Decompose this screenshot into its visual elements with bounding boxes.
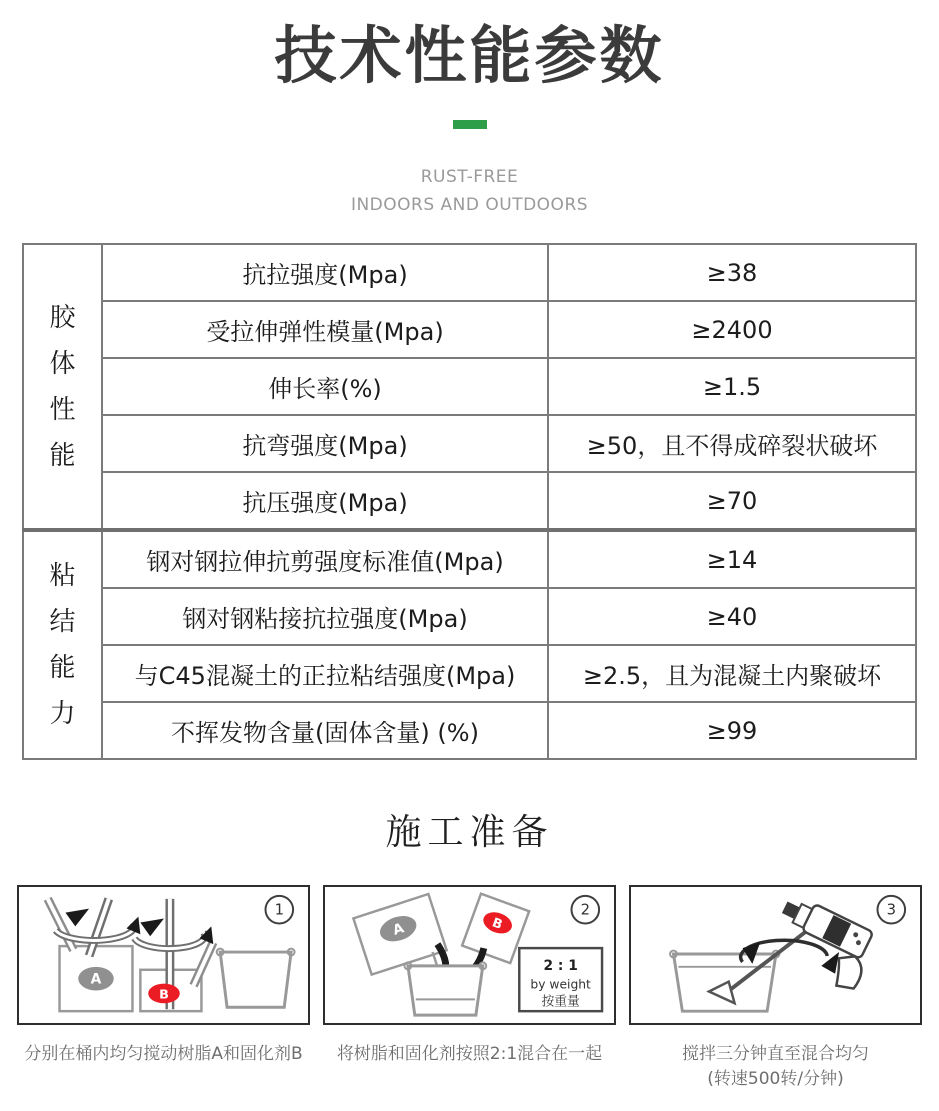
table-row [23,472,916,530]
stir-two-buckets-icon [19,887,308,1023]
table-row [23,645,916,702]
ratio-unit-cn-label: 按重量 [541,994,580,1010]
step-number-badge: 2 [580,901,591,919]
page-title: 技术性能参数 [274,19,665,92]
group-label-colloid: 胶体性能 [23,244,102,530]
step-1 [17,885,310,1092]
property-name: 受拉伸弹性模量(Mpa) [102,301,548,358]
property-name: 不挥发物含量(固体含量) (%) [102,702,548,759]
property-value: ≥99 [548,702,916,759]
property-name: 与C45混凝土的正拉粘结强度(Mpa) [102,645,548,702]
table-row [23,244,916,301]
table-row [23,358,916,415]
step-2 [323,885,616,1092]
property-value: ≥14 [548,530,916,588]
ratio-unit-label: by weight [530,977,591,992]
property-name: 抗压强度(Mpa) [102,472,548,530]
step-number-badge: 1 [274,901,285,919]
component-b-label: B [489,915,505,934]
pour-mix-icon [325,887,614,1023]
component-a-label: A [90,971,102,988]
property-value: ≥2.5，且为混凝土内聚破坏 [548,645,916,702]
step-3-caption-line-2: (转速500转/分钟) [707,1069,844,1090]
component-b-label: B [159,987,169,1003]
step-1-caption: 分别在桶内均匀搅动树脂A和固化剂B [24,1044,303,1065]
step-3-illustration-box [629,885,922,1025]
step-3-caption-line-1: 搅拌三分钟直至混合均匀 [682,1044,869,1065]
table-row [23,301,916,358]
property-value: ≥38 [548,244,916,301]
property-value: ≥70 [548,472,916,530]
property-name: 钢对钢粘接抗拉强度(Mpa) [102,588,548,645]
property-name: 钢对钢拉伸抗剪强度标准值(Mpa) [102,530,548,588]
ratio-value-label: 2 : 1 [543,957,578,974]
step-1-illustration-box [17,885,310,1025]
property-value: ≥50，且不得成碎裂状破坏 [548,415,916,472]
spec-table [22,243,917,760]
drill-mixing-icon [631,887,920,1023]
property-value: ≥1.5 [548,358,916,415]
table-row [23,588,916,645]
table-row [23,702,916,759]
property-value: ≥40 [548,588,916,645]
property-value: ≥2400 [548,301,916,358]
step-3 [629,885,922,1092]
property-name: 抗拉强度(Mpa) [102,244,548,301]
preparation-steps [0,885,939,1092]
step-number-badge: 3 [886,901,897,919]
subtitle-block [0,163,939,219]
accent-dash [453,120,487,129]
subtitle-line-1: RUST-FREE [420,167,519,188]
step-2-illustration-box [323,885,616,1025]
step-2-caption: 将树脂和固化剂按照2:1混合在一起 [336,1044,603,1065]
component-a-label: A [390,920,407,940]
subtitle-line-2: INDOORS AND OUTDOORS [350,195,589,216]
section-title: 施工准备 [385,812,554,854]
table-row [23,530,916,588]
table-row [23,415,916,472]
property-name: 伸长率(%) [102,358,548,415]
group-label-bonding: 粘结能力 [23,530,102,759]
property-name: 抗弯强度(Mpa) [102,415,548,472]
step-3-caption [629,1042,922,1092]
